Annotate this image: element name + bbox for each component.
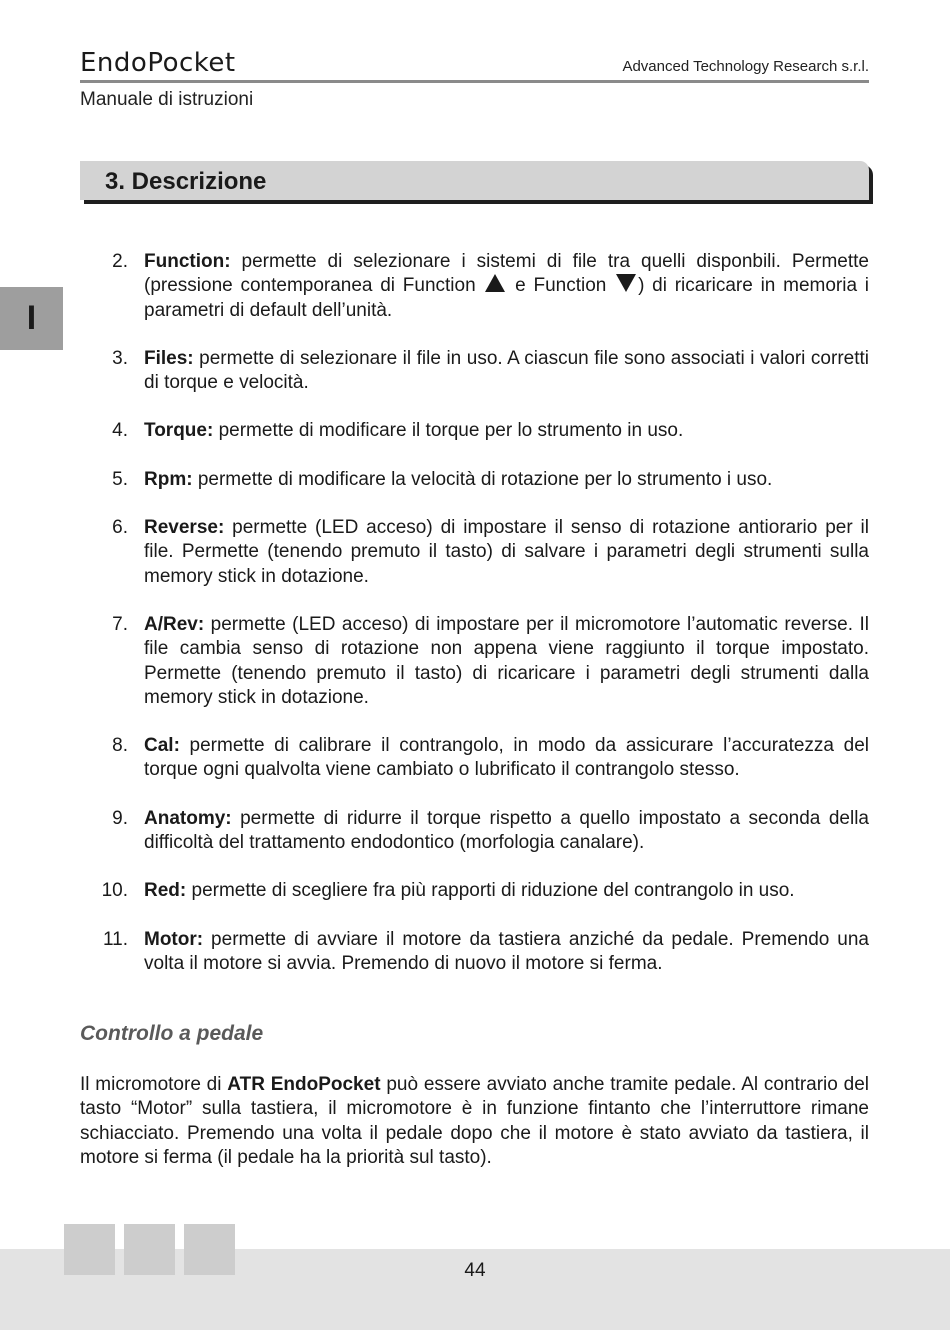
- item-term: Rpm:: [144, 468, 193, 490]
- item-text: permette di avviare il motore da tastiera anziché da pedale. Premendo una volta il motore si avvia. Premendo di nuovo il motore si ferma.: [144, 928, 869, 974]
- item-text: permette di selezionare i sistemi di file tra quelli disponbili. Permette (pressione contemporanea di Function: [144, 251, 869, 297]
- item-number: 11.: [102, 928, 128, 950]
- product-name: ATR EndoPocket: [227, 1074, 381, 1095]
- item-term: Cal:: [144, 735, 180, 757]
- item-number: 9.: [112, 807, 128, 829]
- pedal-control-heading: Controllo a pedale: [80, 1022, 264, 1045]
- item-number: 4.: [112, 420, 128, 442]
- item-term: Torque:: [144, 420, 214, 442]
- item-text: permette di modificare la velocità di rotazione per lo strumento i uso.: [192, 468, 773, 490]
- company-name: Advanced Technology Research s.r.l.: [622, 58, 869, 75]
- item-text: e Function: [507, 275, 615, 297]
- page-number: 44: [464, 1260, 486, 1281]
- paragraph-text: può essere avviato anche tramite pedale. Al contrario del tasto “Motor” sulla tastiera, il micromotore è in funzione fintanto che l’interruttore rimane schiacciato. Premendo una volta il pedale dopo che il motore è stato avviato da tastiera, il motore si ferma (il pedale ha la priorità sul tasto).: [80, 1074, 869, 1168]
- item-text: permette di scegliere fra più rapporti di riduzione del contrangolo in uso.: [186, 880, 795, 902]
- triangle-up-icon: [485, 274, 505, 292]
- item-text: permette di selezionare il file in uso. A ciascun file sono associati i valori corretti di torque e velocità.: [144, 347, 869, 394]
- language-tab: I: [0, 287, 63, 350]
- list-item: [80, 419, 869, 443]
- list-item: [80, 928, 869, 977]
- item-number: 6.: [112, 517, 128, 539]
- item-text: permette (LED acceso) di impostare per il micromotore l’automatic reverse. Il file cambia senso di rotazione non appena viene raggiunto il torque impostato. Permette (tenendo premuto il tasto) di ricaricare i parametri degli strumenti dalla memory stick in dotazione.: [144, 613, 869, 708]
- list-item: [80, 879, 869, 903]
- item-term: A/Rev:: [144, 613, 205, 635]
- item-text: ) di ricaricare in memoria i parametri di default dell’unità.: [144, 275, 869, 321]
- item-text: permette (LED acceso) di impostare il senso di rotazione antiorario per il file. Permette (tenendo premuto il tasto) di salvare i parametri degli strumenti sulla memory stick in dotazione.: [144, 517, 869, 587]
- pedal-control-paragraph: [80, 1073, 869, 1170]
- paragraph-text: Il micromotore di: [80, 1074, 228, 1095]
- manual-subtitle: Manuale di istruzioni: [80, 89, 254, 110]
- section-bar: [80, 161, 869, 200]
- item-number: 2.: [112, 251, 128, 272]
- item-text: permette di calibrare il contrangolo, in modo da assicurare l’accuratezza del torque ogni qualvolta viene cambiato o lubrificato il contrangolo stesso.: [144, 735, 869, 781]
- item-term: Motor:: [144, 928, 204, 950]
- section-title: 3. Descrizione: [105, 168, 267, 195]
- item-text: permette di ridurre il torque rispetto a quello impostato a seconda della difficoltà del trattamento endodontico (morfologia canalare).: [144, 807, 869, 854]
- list-item: [80, 516, 869, 589]
- brand-logo: EndoPocket: [80, 48, 236, 78]
- header-rule: [80, 80, 869, 83]
- list-item: [80, 734, 869, 783]
- key-description-list: [80, 250, 869, 1000]
- item-term: Reverse:: [144, 517, 225, 539]
- item-number: 5.: [112, 468, 128, 490]
- item-number: 10.: [101, 880, 128, 902]
- list-item: [80, 613, 869, 710]
- item-number: 7.: [112, 613, 128, 635]
- list-item: [80, 250, 869, 323]
- item-number: 8.: [112, 735, 128, 757]
- item-number: 3.: [112, 347, 128, 369]
- item-text: permette di modificare il torque per lo strumento in uso.: [213, 420, 684, 442]
- list-item: [80, 807, 869, 856]
- section-header: [80, 161, 873, 204]
- item-term: Anatomy:: [144, 807, 232, 829]
- item-term: Files:: [144, 347, 194, 369]
- triangle-down-icon: [616, 274, 636, 292]
- item-term: Function:: [144, 251, 231, 272]
- item-term: Red:: [144, 880, 187, 902]
- list-item: [80, 468, 869, 492]
- list-item: [80, 347, 869, 396]
